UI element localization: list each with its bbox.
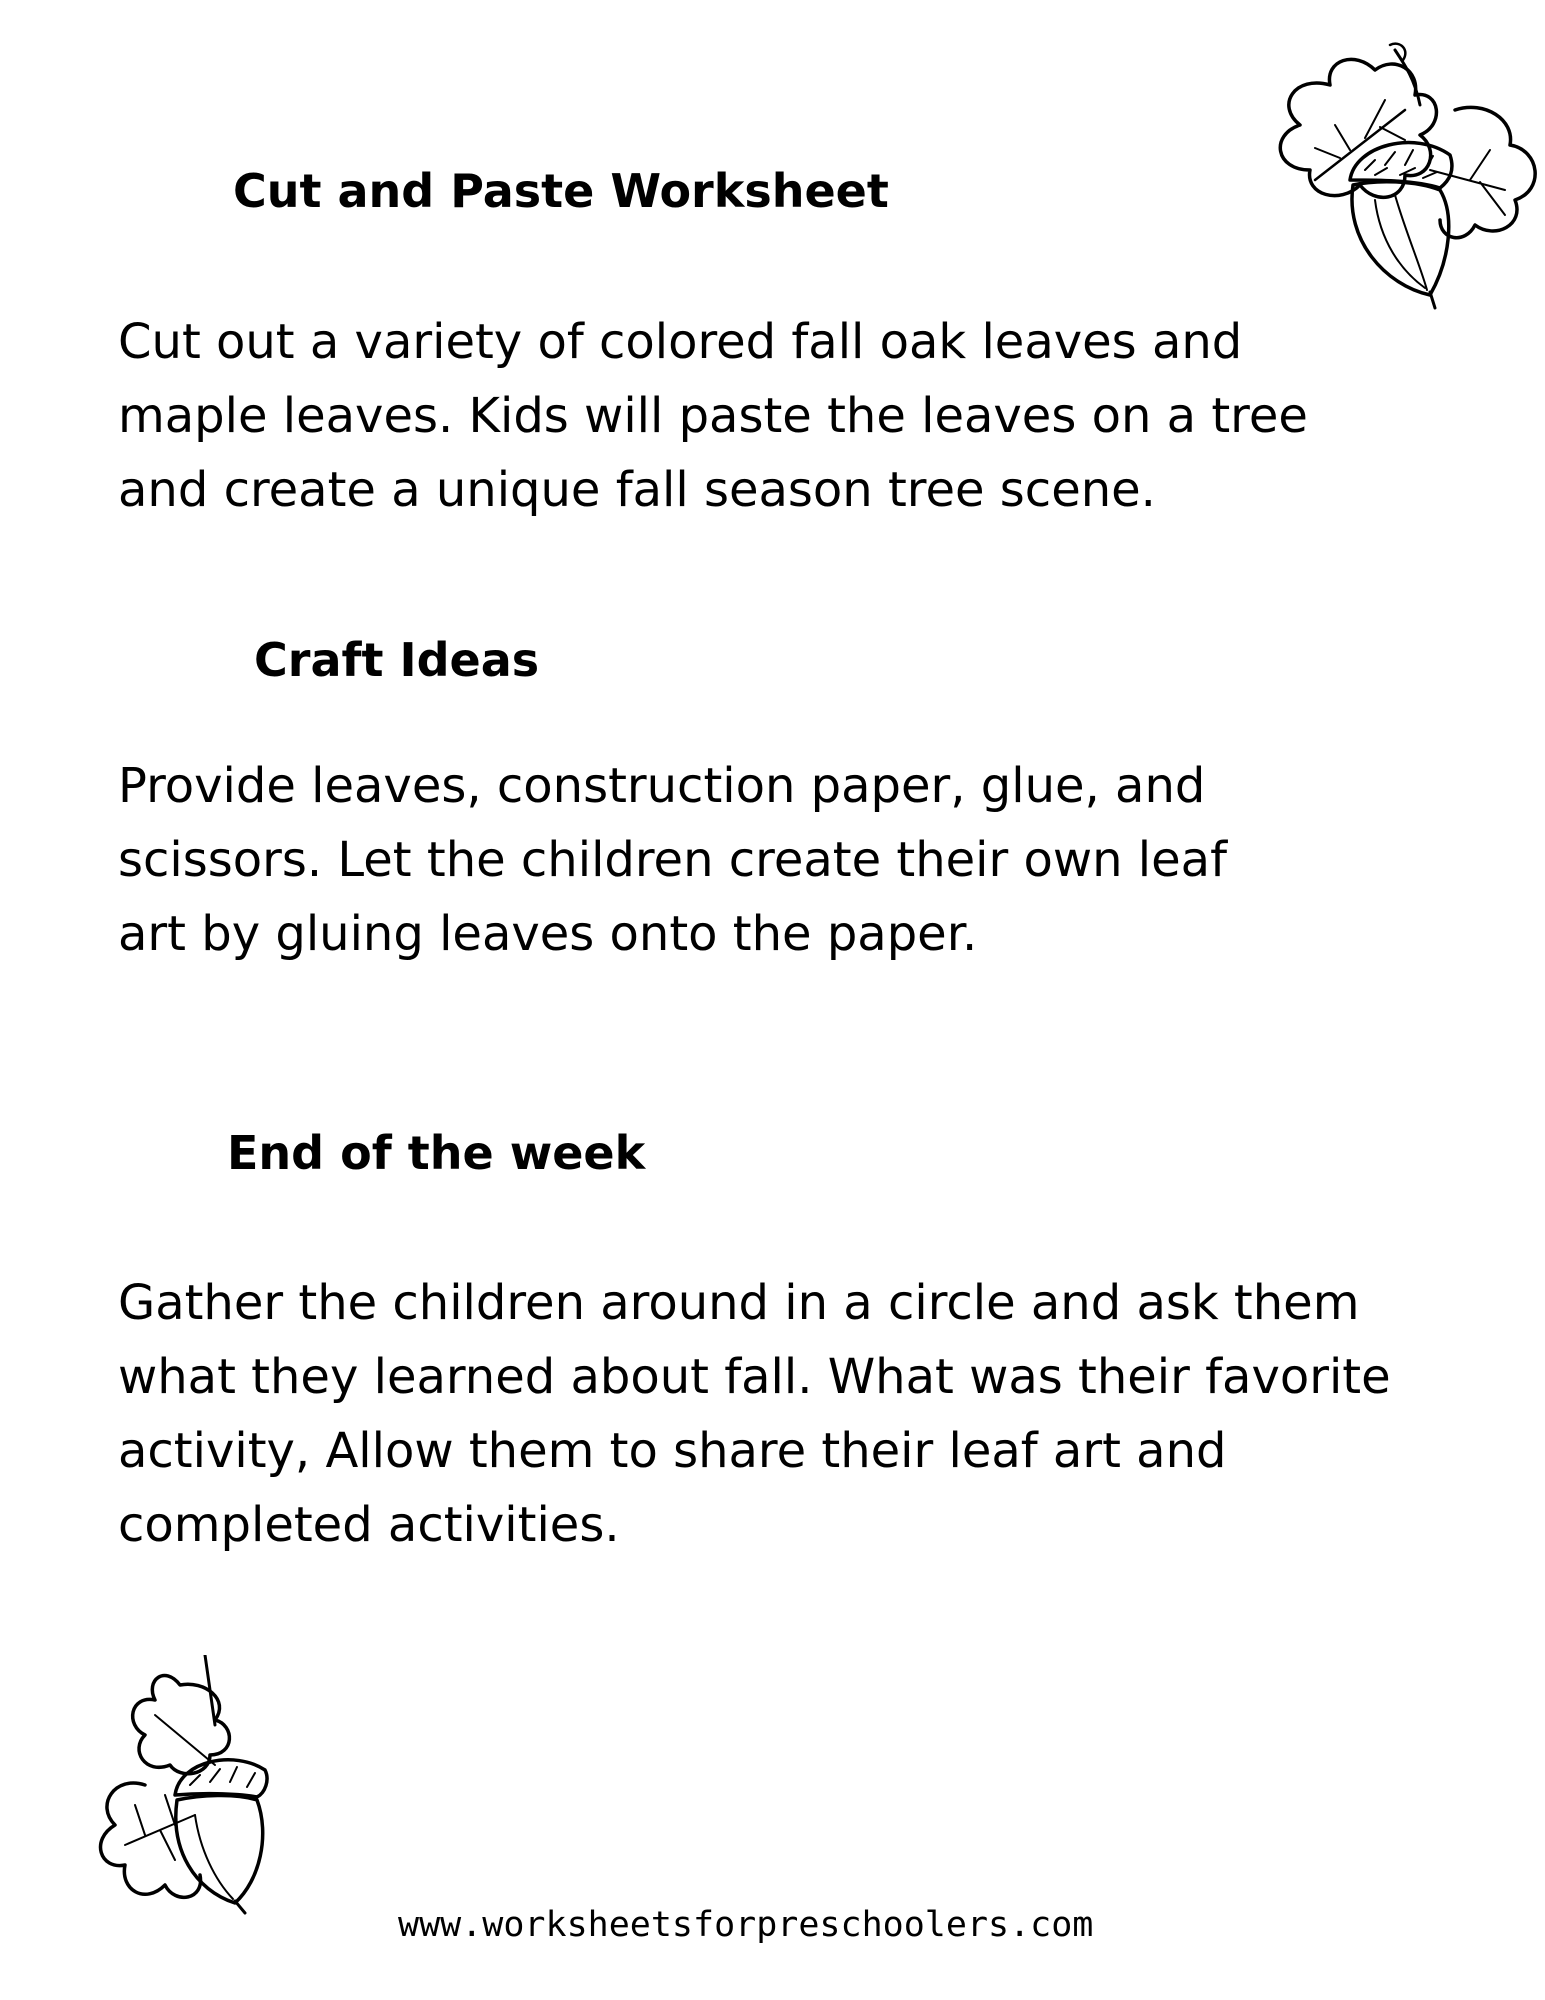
- paragraph-line: Cut out a variety of colored fall oak leaves and: [118, 314, 1243, 370]
- acorn-oak-leaf-icon: [85, 1655, 325, 1955]
- section-paragraph: [118, 305, 1308, 527]
- section-heading: Cut and Paste Worksheet: [233, 164, 889, 218]
- paragraph-line: what they learned about fall. What was their favorite: [118, 1349, 1391, 1405]
- paragraph-line: completed activities.: [118, 1497, 620, 1553]
- footer-website-url: www.worksheetsforpreschoolers.com: [398, 1905, 1094, 1945]
- section-paragraph: [118, 1266, 1391, 1562]
- paragraph-line: activity, Allow them to share their leaf art and: [118, 1423, 1227, 1479]
- paragraph-line: Provide leaves, construction paper, glue, and: [118, 758, 1206, 814]
- paragraph-line: Gather the children around in a circle and ask them: [118, 1275, 1360, 1331]
- paragraph-line: art by gluing leaves onto the paper.: [118, 906, 978, 962]
- paragraph-line: scissors. Let the children create their own leaf: [118, 832, 1227, 888]
- paragraph-line: and create a unique fall season tree scene.: [118, 462, 1156, 518]
- section-heading: Craft Ideas: [254, 633, 540, 687]
- paragraph-line: maple leaves. Kids will paste the leaves on a tree: [118, 388, 1308, 444]
- section-heading: End of the week: [227, 1126, 646, 1180]
- section-paragraph: [118, 749, 1227, 971]
